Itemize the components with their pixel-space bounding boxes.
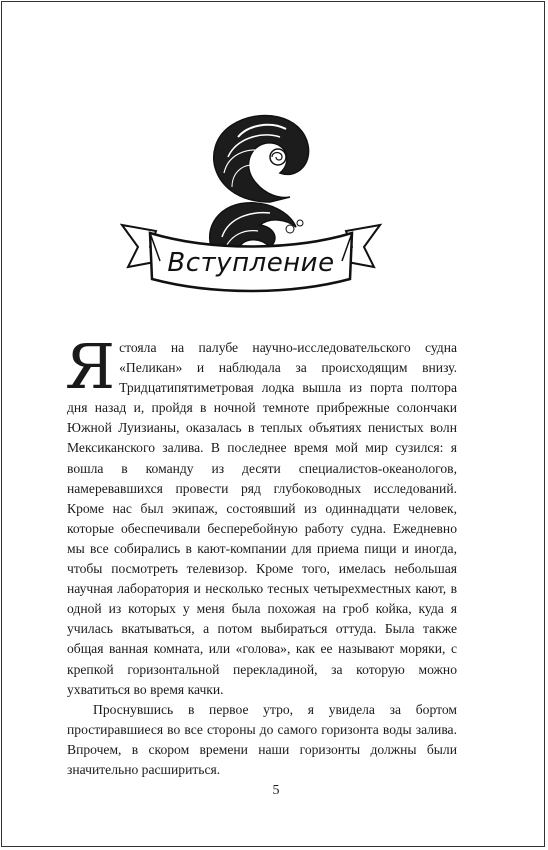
paragraph-1 [65,330,457,700]
page [1,1,545,847]
body-text [65,330,457,780]
drop-cap: Я [65,330,116,403]
chapter-title: Вступление [167,248,335,278]
paragraph-2: Проснувшись в первое утро, я увидела за бортом простиравшиеся во все стороны до самого горизонта воды залива. Впрочем, в скором времени наши горизонты должны были значительно расшириться. [67,701,457,777]
paragraph-1-text: стояла на палубе научно-исследовательского судна «Пеликан» и наблюдала за происходящим внизу. Тридцатипятиметровая лодка вышла из порта полтора дня назад и, пройдя в ночной темноте прибрежные солончаки Южной Луизианы, оказалась в теплых объятиях пенистых волн Мексиканского залива. В последнее время мой мир сузился: я вошла в команду из десяти специалистов-океанологов, намеревавшихся провести ряд глубоководных исследований. Кроме нас был экипаж, состоявший из одиннадцати человек, которые обеспечивали бесперебойную работу судна. Ежедневно мы все собирались в кают-компании для приема пищи и иногда, чтобы посмотреть телевизор. Кроме того, имелась небольшая научная лаборатория и несколько тесных четырехместных кают, в одной из которых у меня была похожая на гроб койка, куда я училась вкатываться, а потом выбираться оттуда. Была также общая ванная комната, или «голова», как ее называют моряки, с крепкой горизонтальной перекладиной, за которую можно ухватиться во время качки. [67,340,457,697]
page-number: 5 [272,783,280,798]
